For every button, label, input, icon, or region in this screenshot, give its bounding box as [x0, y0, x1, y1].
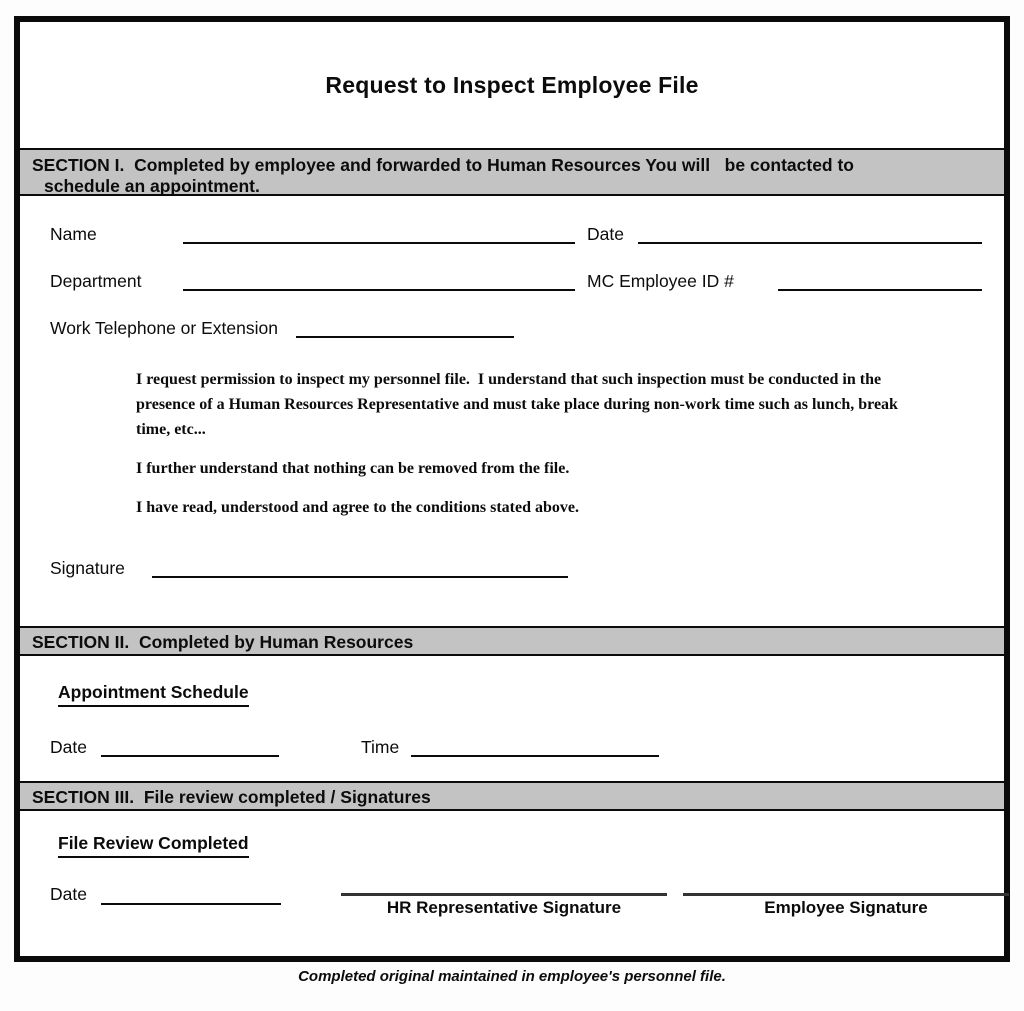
- form-sheet: [14, 16, 1010, 962]
- title-area: [20, 22, 1004, 148]
- hr-signature-line[interactable]: [341, 884, 667, 896]
- footer-note: Completed original maintained in employee's personnel file.: [298, 968, 726, 985]
- signature-label: Signature: [50, 558, 125, 579]
- statements-block: [136, 368, 910, 520]
- hr-signature-group: [341, 884, 667, 918]
- appointment-date-field-line[interactable]: [101, 741, 279, 757]
- section1-header-line1: SECTION I. Completed by employee and forwarded to Human Resources You will be contacted to: [32, 155, 854, 175]
- section1-header-band: [20, 148, 1004, 196]
- employee-signature-caption: Employee Signature: [764, 898, 928, 917]
- appointment-date-time-row: [50, 737, 982, 757]
- appointment-time-field-line[interactable]: [411, 741, 659, 757]
- statement-1: I request permission to inspect my personnel file. I understand that such inspection must be conducted in the presence of a Human Resources Representative and must take place during non-work time such as lunch, break time, etc...: [136, 371, 902, 438]
- signature-field-line[interactable]: [152, 562, 568, 578]
- phone-field-line[interactable]: [296, 322, 514, 338]
- section2-body: [20, 656, 1004, 781]
- department-label: Department: [50, 271, 142, 292]
- employee-signature-group: [683, 884, 1009, 918]
- review-signatures-row: [50, 884, 980, 918]
- employee-signature-line[interactable]: [683, 884, 1009, 896]
- name-label: Name: [50, 224, 97, 244]
- section3-body: [20, 811, 1004, 956]
- name-field-line[interactable]: [183, 228, 575, 244]
- employee-id-label: MC Employee ID #: [587, 271, 734, 292]
- review-date-field-line[interactable]: [101, 889, 281, 905]
- appointment-schedule-heading: Appointment Schedule: [58, 682, 249, 707]
- statement-3: I have read, understood and agree to the conditions stated above.: [136, 498, 579, 516]
- review-date-label: Date: [50, 884, 87, 904]
- employee-id-field-line[interactable]: [778, 275, 982, 291]
- date-field-line[interactable]: [638, 228, 982, 244]
- phone-row: [50, 318, 982, 338]
- form-title: Request to Inspect Employee File: [325, 71, 699, 98]
- appointment-time-label: Time: [360, 737, 400, 757]
- section1-body: [20, 196, 1004, 626]
- section2-header-band: [20, 626, 1004, 656]
- section3-header-band: [20, 781, 1004, 811]
- department-field-line[interactable]: [183, 275, 575, 291]
- date-label: Date: [587, 224, 624, 244]
- department-id-row: [50, 271, 982, 291]
- appointment-date-label: Date: [50, 737, 87, 757]
- hr-signature-caption: HR Representative Signature: [386, 898, 622, 917]
- review-date-group: [50, 884, 281, 905]
- section1-header-line2: schedule an appointment.: [44, 176, 260, 196]
- file-review-completed-heading: File Review Completed: [58, 833, 249, 858]
- section2-header: SECTION II. Completed by Human Resources: [32, 632, 414, 652]
- signature-row: [50, 558, 982, 578]
- phone-label: Work Telephone or Extension: [50, 318, 278, 339]
- section3-header: SECTION III. File review completed / Signatures: [32, 787, 431, 807]
- name-date-row: [50, 224, 982, 244]
- statement-2: I further understand that nothing can be removed from the file.: [136, 459, 570, 477]
